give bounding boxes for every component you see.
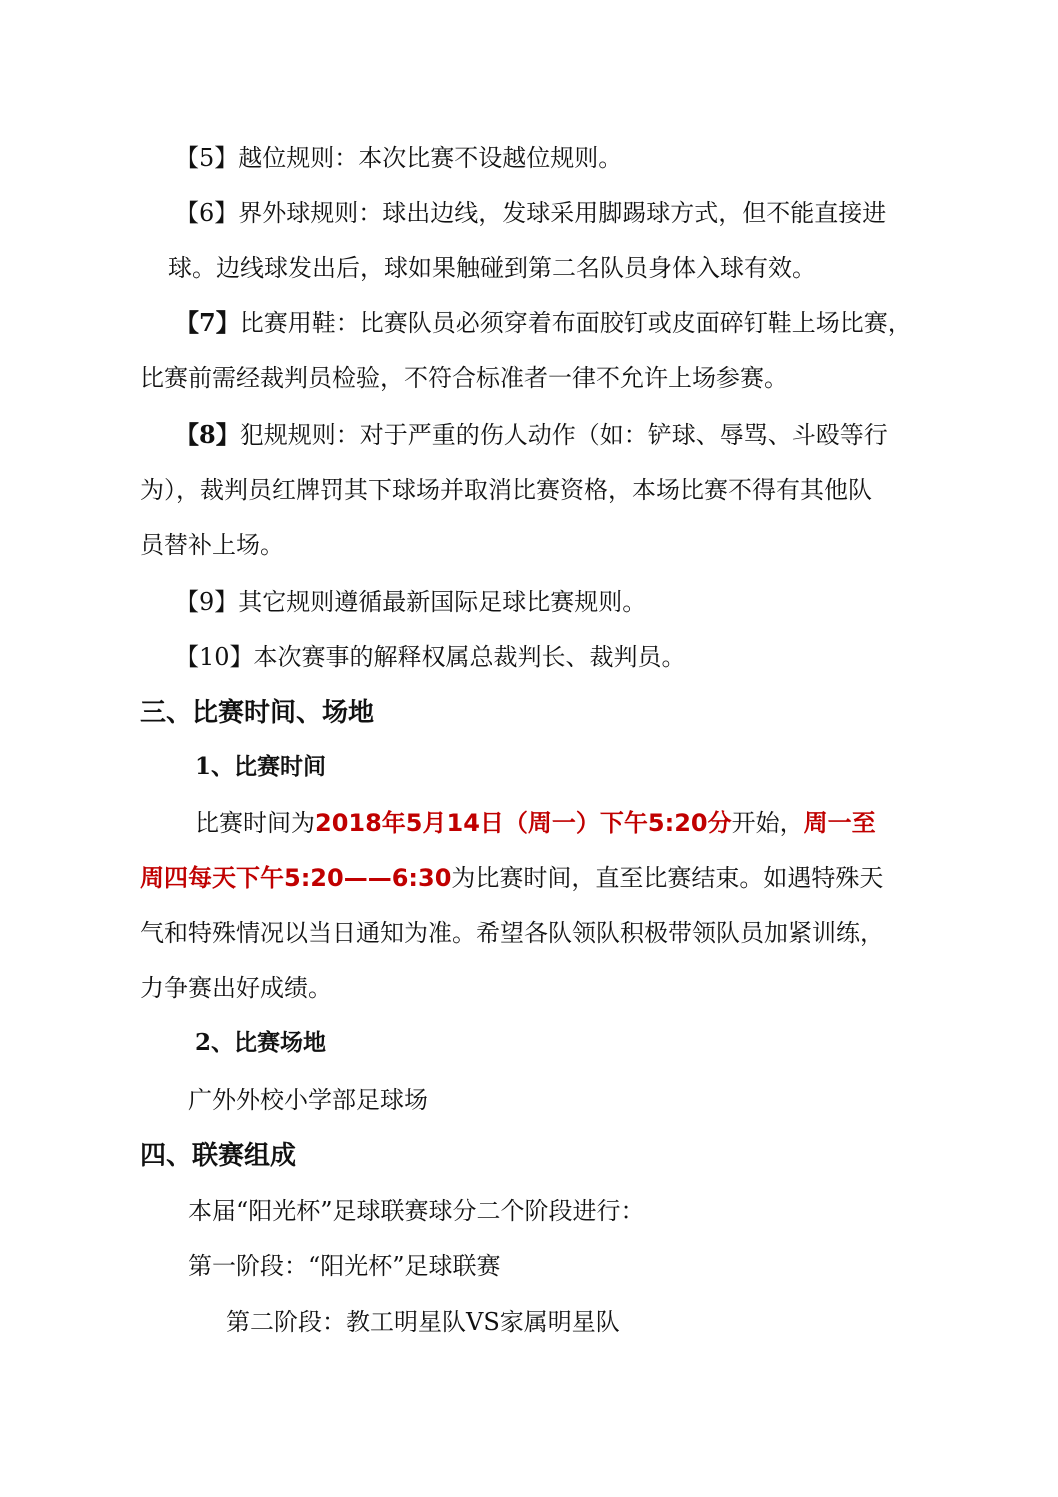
time-text: 为比赛时间，直至比赛结束。如遇特殊天 bbox=[451, 864, 884, 892]
rule-number: 【8】 bbox=[175, 420, 240, 449]
rule-text: 本次赛事的解释权属总裁判长、裁判员。 bbox=[253, 643, 686, 671]
time-text: 比赛时间为 bbox=[195, 809, 315, 837]
section-3-title: 三、比赛时间、场地 bbox=[140, 698, 375, 728]
rule-9 bbox=[175, 585, 646, 619]
rule-7 bbox=[175, 306, 912, 340]
rule-number: 【5】 bbox=[175, 144, 239, 172]
rule-text: 界外球规则：球出边线，发球采用脚踢球方式，但不能直接进 bbox=[238, 199, 887, 227]
rule-8 bbox=[175, 418, 888, 452]
stage-2: 第二阶段：教工明星队VS家属明星队 bbox=[226, 1308, 620, 1336]
league-intro: 本届“阳光杯”足球联赛球分二个阶段进行： bbox=[188, 1197, 645, 1225]
section-4-title: 四、联赛组成 bbox=[140, 1141, 297, 1171]
rule-6-cont: 球。边线球发出后，球如果触碰到第二名队员身体入球有效。 bbox=[168, 254, 816, 282]
rule-number: 【9】 bbox=[175, 588, 239, 616]
start-date-highlight: 2018年5月14日（周一）下午5:20分 bbox=[315, 809, 732, 837]
rule-number: 【10】 bbox=[175, 643, 254, 671]
rule-number: 【6】 bbox=[175, 199, 239, 227]
subsection-venue-title: 2、比赛场地 bbox=[195, 1029, 327, 1056]
rule-text: 其它规则遵循最新国际足球比赛规则。 bbox=[238, 588, 647, 616]
time-range-highlight: 周四每天下午5:20——6:30 bbox=[140, 864, 452, 892]
rule-10 bbox=[175, 640, 686, 674]
time-paragraph-line-2 bbox=[140, 861, 883, 895]
rule-8-cont: 为），裁判员红牌罚其下球场并取消比赛资格，本场比赛不得有其他队 bbox=[140, 476, 872, 504]
time-paragraph-line-3: 气和特殊情况以当日通知为准。希望各队领队积极带领队员加紧训练， bbox=[140, 919, 884, 947]
rule-text: 越位规则：本次比赛不设越位规则。 bbox=[238, 144, 623, 172]
rule-5 bbox=[175, 141, 622, 175]
rule-6 bbox=[175, 196, 886, 230]
time-paragraph-line-4: 力争赛出好成绩。 bbox=[140, 974, 332, 1002]
subsection-time-title: 1、比赛时间 bbox=[195, 753, 327, 780]
time-paragraph-line-1 bbox=[195, 806, 876, 840]
stage-1: 第一阶段：“阳光杯”足球联赛 bbox=[188, 1252, 501, 1280]
rule-8-cont2: 员替补上场。 bbox=[140, 531, 284, 559]
rule-7-cont: 比赛前需经裁判员检验，不符合标准者一律不允许上场参赛。 bbox=[140, 364, 788, 392]
rule-number: 【7】 bbox=[175, 308, 240, 337]
rule-text: 犯规规则：对于严重的伤人动作（如：铲球、辱骂、斗殴等行 bbox=[239, 421, 888, 449]
rule-text: 比赛用鞋：比赛队员必须穿着布面胶钉或皮面碎钉鞋上场比赛， bbox=[239, 309, 912, 337]
weekday-highlight: 周一至 bbox=[803, 809, 876, 837]
venue-text: 广外外校小学部足球场 bbox=[188, 1086, 428, 1114]
time-text: 开始， bbox=[731, 809, 804, 837]
